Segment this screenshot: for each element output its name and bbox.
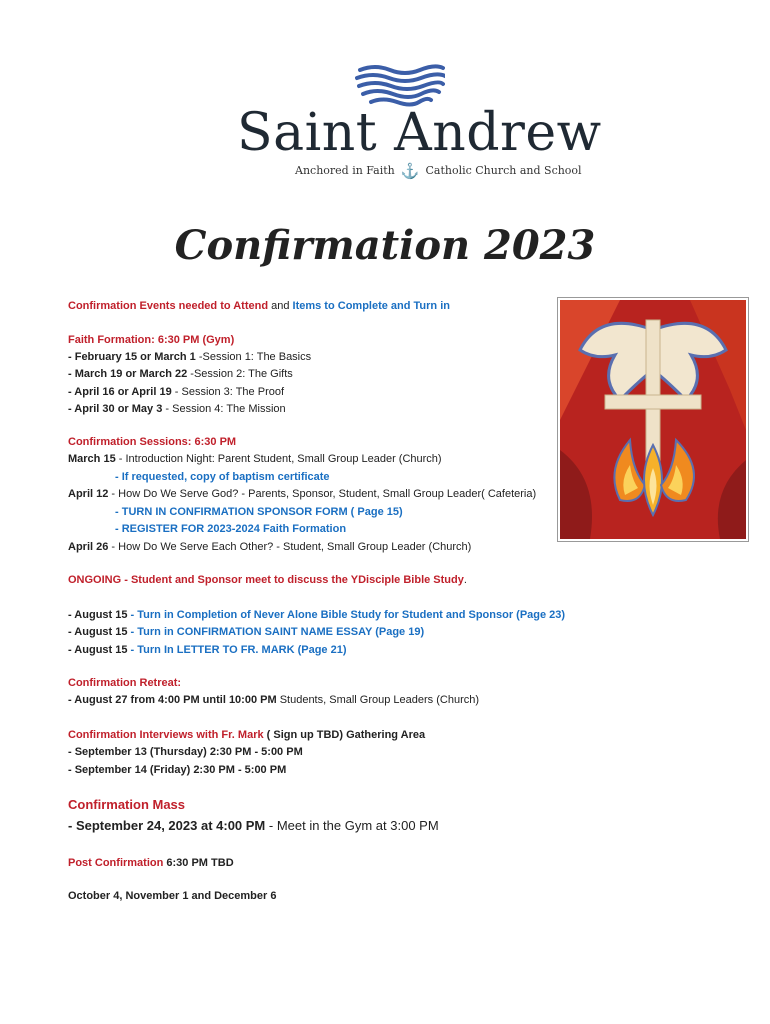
faith-formation-heading: Faith Formation: 6:30 PM (Gym)	[68, 334, 235, 346]
stained-glass-art	[560, 300, 746, 539]
session-line: - April 16 or April 19 - Session 3: The Proof	[68, 386, 285, 398]
anchor-icon: ⚓	[400, 162, 420, 180]
session-line: April 12 - How Do We Serve God? - Parents, Sponsor, Student, Small Group Leader( Cafeteria)	[68, 488, 537, 500]
session-line: April 26 - How Do We Serve Each Other? - Student, Small Group Leader (Church)	[68, 541, 472, 553]
intro-line: Confirmation Events needed to Attend and Items to Complete and Turn in	[68, 300, 450, 312]
logo-tagline: Anchored in Faith ⚓ Catholic Church and School	[295, 162, 582, 180]
logo-name: Saint Andrew	[237, 103, 602, 163]
august-item: - August 15 - Turn In LETTER TO FR. MARK (Page 21)	[68, 644, 347, 656]
todo-item: - REGISTER FOR 2023-2024 Faith Formation	[115, 523, 347, 535]
todo-item: - If requested, copy of baptism certificate	[115, 471, 330, 483]
session-line: - April 30 or May 3 - Session 4: The Mission	[68, 403, 286, 415]
retreat-heading: Confirmation Retreat:	[68, 677, 182, 689]
ongoing-line: ONGOING - Student and Sponsor meet to discuss the YDisciple Bible Study.	[68, 574, 467, 586]
page-title: Confirmation 2023	[174, 222, 596, 269]
interview-date: - September 14 (Friday) 2:30 PM - 5:00 PM	[68, 764, 287, 776]
post-confirmation-dates: October 4, November 1 and December 6	[68, 890, 277, 902]
post-confirmation-line: Post Confirmation 6:30 PM TBD	[68, 857, 234, 869]
todo-item: - TURN IN CONFIRMATION SPONSOR FORM ( Page 15)	[115, 506, 403, 518]
confirmation-sessions-heading: Confirmation Sessions: 6:30 PM	[68, 436, 237, 448]
session-line: March 15 - Introduction Night: Parent Student, Small Group Leader (Church)	[68, 453, 442, 465]
interviews-heading: Confirmation Interviews with Fr. Mark ( Sign up TBD) Gathering Area	[68, 729, 426, 741]
interview-date: - September 13 (Thursday) 2:30 PM - 5:00 PM	[68, 746, 303, 758]
stained-glass-image	[557, 297, 749, 542]
session-line: - February 15 or March 1 -Session 1: The Basics	[68, 351, 312, 363]
august-item: - August 15 - Turn in CONFIRMATION SAINT NAME ESSAY (Page 19)	[68, 626, 425, 638]
august-item: - August 15 - Turn in Completion of Never Alone Bible Study for Student and Sponsor (Page 23)	[68, 609, 566, 621]
session-line: - March 19 or March 22 -Session 2: The Gifts	[68, 368, 293, 380]
mass-line: - September 24, 2023 at 4:00 PM - Meet in the Gym at 3:00 PM	[68, 818, 439, 833]
mass-heading: Confirmation Mass	[68, 797, 186, 812]
retreat-line: - August 27 from 4:00 PM until 10:00 PM Students, Small Group Leaders (Church)	[68, 694, 480, 706]
